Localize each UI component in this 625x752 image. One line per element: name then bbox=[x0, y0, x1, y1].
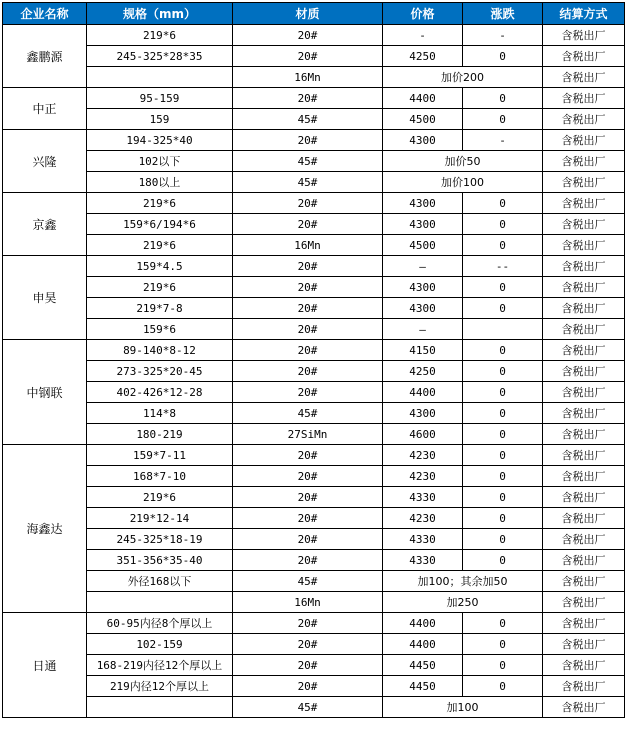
settlement-cell: 含税出厂 bbox=[543, 592, 625, 613]
table-row bbox=[3, 193, 625, 214]
change-cell: 0 bbox=[463, 487, 543, 508]
price-cell: 4230 bbox=[383, 508, 463, 529]
price-cell: 4400 bbox=[383, 88, 463, 109]
company-cell: 申昊 bbox=[3, 256, 87, 340]
header-material: 材质 bbox=[233, 3, 383, 25]
table-row bbox=[3, 319, 625, 340]
settlement-cell: 含税出厂 bbox=[543, 655, 625, 676]
change-cell: 0 bbox=[463, 676, 543, 697]
settlement-cell: 含税出厂 bbox=[543, 361, 625, 382]
material-cell: 20# bbox=[233, 382, 383, 403]
table-row bbox=[3, 25, 625, 46]
settlement-cell: 含税出厂 bbox=[543, 46, 625, 67]
settlement-cell: 含税出厂 bbox=[543, 403, 625, 424]
settlement-cell: 含税出厂 bbox=[543, 88, 625, 109]
spec-cell: 219*6 bbox=[87, 235, 233, 256]
settlement-cell: 含税出厂 bbox=[543, 445, 625, 466]
price-cell: 4300 bbox=[383, 298, 463, 319]
spec-cell: 168*7-10 bbox=[87, 466, 233, 487]
material-cell: 20# bbox=[233, 613, 383, 634]
spec-cell: 159*4.5 bbox=[87, 256, 233, 277]
spec-cell: 102-159 bbox=[87, 634, 233, 655]
material-cell: 45# bbox=[233, 151, 383, 172]
spec-cell: 114*8 bbox=[87, 403, 233, 424]
price-cell: 4300 bbox=[383, 214, 463, 235]
change-cell: 0 bbox=[463, 634, 543, 655]
material-cell: 20# bbox=[233, 277, 383, 298]
material-cell: 20# bbox=[233, 487, 383, 508]
header-change: 涨跌 bbox=[463, 3, 543, 25]
table-row bbox=[3, 571, 625, 592]
material-cell: 20# bbox=[233, 550, 383, 571]
material-cell: 20# bbox=[233, 529, 383, 550]
company-cell: 海鑫达 bbox=[3, 445, 87, 613]
change-cell: 0 bbox=[463, 550, 543, 571]
settlement-cell: 含税出厂 bbox=[543, 571, 625, 592]
spec-cell: 180以上 bbox=[87, 172, 233, 193]
spec-cell: 245-325*28*35 bbox=[87, 46, 233, 67]
header-row bbox=[3, 3, 625, 25]
price-note-cell: 加250 bbox=[383, 592, 543, 613]
change-cell: 0 bbox=[463, 298, 543, 319]
price-cell: 4150 bbox=[383, 340, 463, 361]
settlement-cell: 含税出厂 bbox=[543, 697, 625, 718]
price-note-cell: 加价200 bbox=[383, 67, 543, 88]
change-cell bbox=[463, 319, 543, 340]
table-row bbox=[3, 256, 625, 277]
material-cell: 20# bbox=[233, 361, 383, 382]
change-cell: 0 bbox=[463, 466, 543, 487]
material-cell: 20# bbox=[233, 130, 383, 151]
change-cell: 0 bbox=[463, 340, 543, 361]
price-cell: 4400 bbox=[383, 613, 463, 634]
price-cell: 4300 bbox=[383, 403, 463, 424]
price-cell: — bbox=[383, 256, 463, 277]
company-cell: 京鑫 bbox=[3, 193, 87, 256]
price-cell: 4300 bbox=[383, 193, 463, 214]
table-row bbox=[3, 130, 625, 151]
price-table bbox=[2, 2, 625, 718]
material-cell: 45# bbox=[233, 571, 383, 592]
material-cell: 27SiMn bbox=[233, 424, 383, 445]
settlement-cell: 含税出厂 bbox=[543, 298, 625, 319]
spec-cell: 89-140*8-12 bbox=[87, 340, 233, 361]
price-cell: 4300 bbox=[383, 277, 463, 298]
spec-cell: 159*7-11 bbox=[87, 445, 233, 466]
price-cell: 4600 bbox=[383, 424, 463, 445]
spec-cell: 402-426*12-28 bbox=[87, 382, 233, 403]
table-row bbox=[3, 592, 625, 613]
settlement-cell: 含税出厂 bbox=[543, 340, 625, 361]
spec-cell: 219*7-8 bbox=[87, 298, 233, 319]
table-row bbox=[3, 235, 625, 256]
table-row bbox=[3, 487, 625, 508]
spec-cell: 273-325*20-45 bbox=[87, 361, 233, 382]
material-cell: 45# bbox=[233, 697, 383, 718]
price-cell: 4450 bbox=[383, 655, 463, 676]
material-cell: 20# bbox=[233, 256, 383, 277]
spec-cell bbox=[87, 592, 233, 613]
spec-cell: 159 bbox=[87, 109, 233, 130]
spec-cell: 219*12-14 bbox=[87, 508, 233, 529]
spec-cell bbox=[87, 697, 233, 718]
spec-cell: 外径168以下 bbox=[87, 571, 233, 592]
settlement-cell: 含税出厂 bbox=[543, 634, 625, 655]
settlement-cell: 含税出厂 bbox=[543, 130, 625, 151]
table-row bbox=[3, 676, 625, 697]
change-cell: 0 bbox=[463, 361, 543, 382]
material-cell: 20# bbox=[233, 676, 383, 697]
material-cell: 45# bbox=[233, 172, 383, 193]
change-cell: -- bbox=[463, 256, 543, 277]
material-cell: 16Mn bbox=[233, 235, 383, 256]
table-row bbox=[3, 46, 625, 67]
price-cell: 4500 bbox=[383, 109, 463, 130]
settlement-cell: 含税出厂 bbox=[543, 424, 625, 445]
material-cell: 20# bbox=[233, 340, 383, 361]
spec-cell: 219*6 bbox=[87, 193, 233, 214]
settlement-cell: 含税出厂 bbox=[543, 319, 625, 340]
settlement-cell: 含税出厂 bbox=[543, 277, 625, 298]
price-cell: 4230 bbox=[383, 445, 463, 466]
spec-cell: 102以下 bbox=[87, 151, 233, 172]
table-row bbox=[3, 67, 625, 88]
settlement-cell: 含税出厂 bbox=[543, 193, 625, 214]
change-cell: 0 bbox=[463, 277, 543, 298]
change-cell: 0 bbox=[463, 403, 543, 424]
price-note-cell: 加100 bbox=[383, 697, 543, 718]
price-cell: 4250 bbox=[383, 361, 463, 382]
change-cell: - bbox=[463, 130, 543, 151]
spec-cell bbox=[87, 67, 233, 88]
table-row bbox=[3, 613, 625, 634]
spec-cell: 159*6 bbox=[87, 319, 233, 340]
settlement-cell: 含税出厂 bbox=[543, 67, 625, 88]
table-row bbox=[3, 655, 625, 676]
table-row bbox=[3, 340, 625, 361]
material-cell: 45# bbox=[233, 109, 383, 130]
settlement-cell: 含税出厂 bbox=[543, 151, 625, 172]
settlement-cell: 含税出厂 bbox=[543, 382, 625, 403]
table-row bbox=[3, 298, 625, 319]
material-cell: 20# bbox=[233, 655, 383, 676]
material-cell: 20# bbox=[233, 445, 383, 466]
change-cell: 0 bbox=[463, 445, 543, 466]
price-cell: 4330 bbox=[383, 487, 463, 508]
material-cell: 16Mn bbox=[233, 67, 383, 88]
material-cell: 20# bbox=[233, 88, 383, 109]
settlement-cell: 含税出厂 bbox=[543, 172, 625, 193]
change-cell: 0 bbox=[463, 214, 543, 235]
change-cell: 0 bbox=[463, 235, 543, 256]
spec-cell: 168-219内径12个厚以上 bbox=[87, 655, 233, 676]
material-cell: 16Mn bbox=[233, 592, 383, 613]
table-row bbox=[3, 361, 625, 382]
spec-cell: 180-219 bbox=[87, 424, 233, 445]
price-cell: 4230 bbox=[383, 466, 463, 487]
price-note-cell: 加价50 bbox=[383, 151, 543, 172]
price-note-cell: 加100；其余加50 bbox=[383, 571, 543, 592]
change-cell: 0 bbox=[463, 424, 543, 445]
settlement-cell: 含税出厂 bbox=[543, 214, 625, 235]
price-cell: 4500 bbox=[383, 235, 463, 256]
settlement-cell: 含税出厂 bbox=[543, 466, 625, 487]
settlement-cell: 含税出厂 bbox=[543, 487, 625, 508]
price-cell: 4250 bbox=[383, 46, 463, 67]
settlement-cell: 含税出厂 bbox=[543, 25, 625, 46]
price-cell: 4330 bbox=[383, 529, 463, 550]
header-settlement: 结算方式 bbox=[543, 3, 625, 25]
table-row bbox=[3, 445, 625, 466]
price-cell: — bbox=[383, 319, 463, 340]
table-row bbox=[3, 550, 625, 571]
table-row bbox=[3, 151, 625, 172]
change-cell: 0 bbox=[463, 193, 543, 214]
settlement-cell: 含税出厂 bbox=[543, 508, 625, 529]
table-row bbox=[3, 403, 625, 424]
company-cell: 中正 bbox=[3, 88, 87, 130]
company-cell: 鑫鹏源 bbox=[3, 25, 87, 88]
table-row bbox=[3, 382, 625, 403]
material-cell: 45# bbox=[233, 403, 383, 424]
table-row bbox=[3, 466, 625, 487]
header-company: 企业名称 bbox=[3, 3, 87, 25]
settlement-cell: 含税出厂 bbox=[543, 613, 625, 634]
price-cell: 4330 bbox=[383, 550, 463, 571]
table-row bbox=[3, 424, 625, 445]
price-cell: - bbox=[383, 25, 463, 46]
change-cell: 0 bbox=[463, 508, 543, 529]
price-cell: 4300 bbox=[383, 130, 463, 151]
price-cell: 4450 bbox=[383, 676, 463, 697]
table-row bbox=[3, 172, 625, 193]
material-cell: 20# bbox=[233, 214, 383, 235]
material-cell: 20# bbox=[233, 25, 383, 46]
company-cell: 中钢联 bbox=[3, 340, 87, 445]
change-cell: 0 bbox=[463, 46, 543, 67]
table-row bbox=[3, 214, 625, 235]
company-cell: 兴隆 bbox=[3, 130, 87, 193]
spec-cell: 60-95内径8个厚以上 bbox=[87, 613, 233, 634]
table-row bbox=[3, 88, 625, 109]
change-cell: 0 bbox=[463, 88, 543, 109]
material-cell: 20# bbox=[233, 466, 383, 487]
change-cell: 0 bbox=[463, 529, 543, 550]
table-row bbox=[3, 508, 625, 529]
settlement-cell: 含税出厂 bbox=[543, 550, 625, 571]
material-cell: 20# bbox=[233, 193, 383, 214]
spec-cell: 351-356*35-40 bbox=[87, 550, 233, 571]
change-cell: - bbox=[463, 25, 543, 46]
company-cell: 日通 bbox=[3, 613, 87, 718]
table-row bbox=[3, 697, 625, 718]
spec-cell: 245-325*18-19 bbox=[87, 529, 233, 550]
change-cell: 0 bbox=[463, 109, 543, 130]
price-cell: 4400 bbox=[383, 382, 463, 403]
spec-cell: 95-159 bbox=[87, 88, 233, 109]
settlement-cell: 含税出厂 bbox=[543, 529, 625, 550]
table-row bbox=[3, 109, 625, 130]
price-cell: 4400 bbox=[383, 634, 463, 655]
table-row bbox=[3, 634, 625, 655]
settlement-cell: 含税出厂 bbox=[543, 256, 625, 277]
material-cell: 20# bbox=[233, 508, 383, 529]
material-cell: 20# bbox=[233, 298, 383, 319]
change-cell: 0 bbox=[463, 382, 543, 403]
material-cell: 20# bbox=[233, 319, 383, 340]
settlement-cell: 含税出厂 bbox=[543, 109, 625, 130]
settlement-cell: 含税出厂 bbox=[543, 676, 625, 697]
spec-cell: 219*6 bbox=[87, 25, 233, 46]
table-row bbox=[3, 529, 625, 550]
table-row bbox=[3, 277, 625, 298]
price-note-cell: 加价100 bbox=[383, 172, 543, 193]
table-body bbox=[3, 25, 625, 718]
header-spec: 规格（mm） bbox=[87, 3, 233, 25]
material-cell: 20# bbox=[233, 46, 383, 67]
material-cell: 20# bbox=[233, 634, 383, 655]
spec-cell: 219*6 bbox=[87, 487, 233, 508]
change-cell: 0 bbox=[463, 655, 543, 676]
spec-cell: 219*6 bbox=[87, 277, 233, 298]
spec-cell: 159*6/194*6 bbox=[87, 214, 233, 235]
spec-cell: 194-325*40 bbox=[87, 130, 233, 151]
header-price: 价格 bbox=[383, 3, 463, 25]
change-cell: 0 bbox=[463, 613, 543, 634]
spec-cell: 219内径12个厚以上 bbox=[87, 676, 233, 697]
settlement-cell: 含税出厂 bbox=[543, 235, 625, 256]
